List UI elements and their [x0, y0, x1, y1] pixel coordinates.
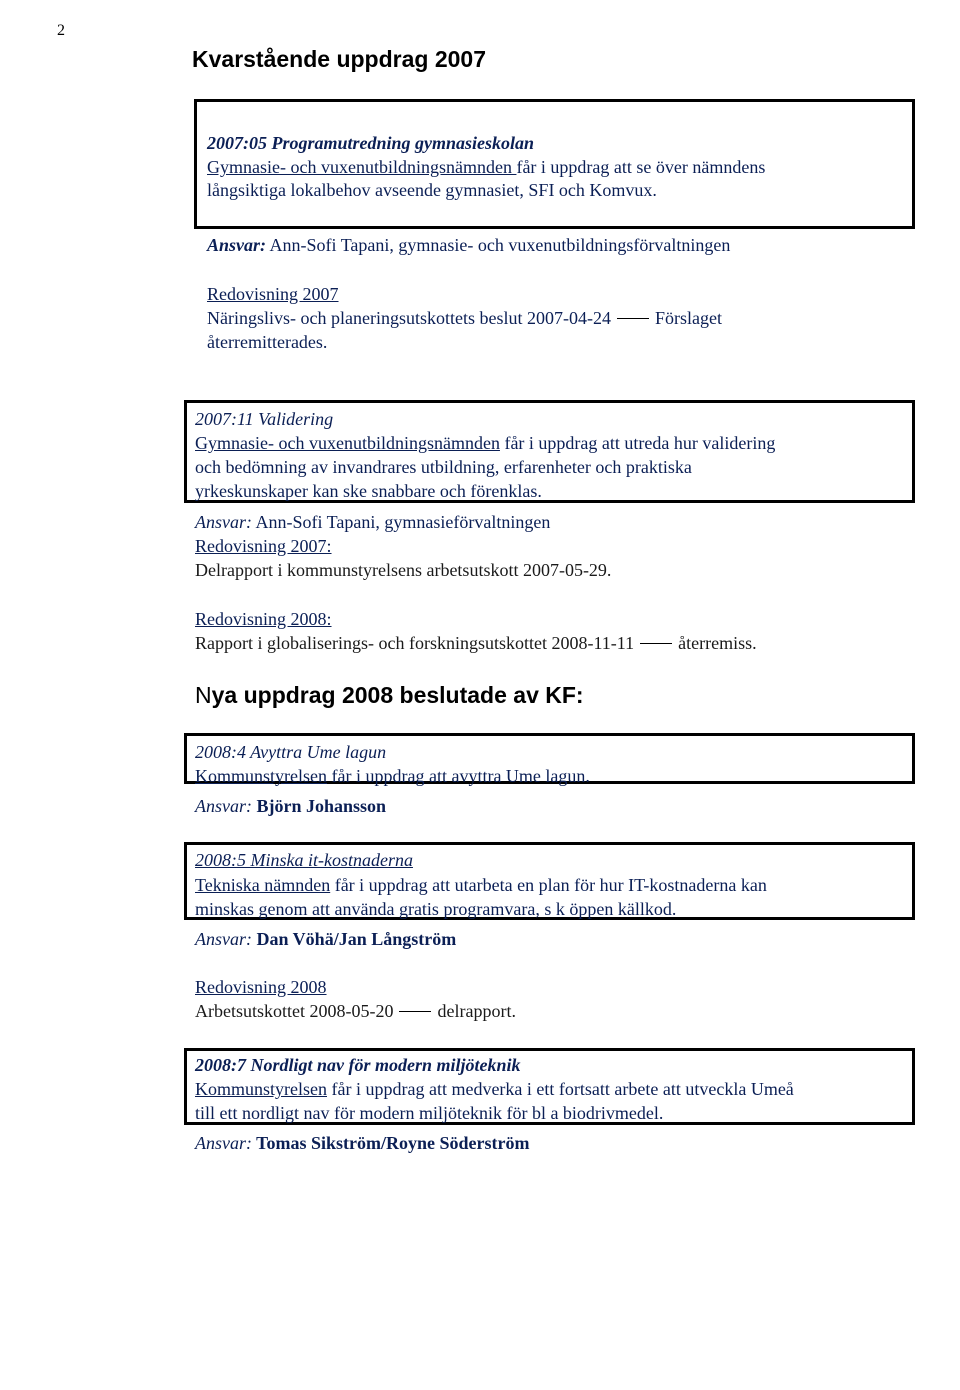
item2-redovisning2-end: återremiss.: [678, 633, 757, 653]
item2-body-line3: yrkeskunskaper kan ske snabbare och förenklas.: [195, 481, 542, 501]
item1-body-underlined: Gymnasie- och vuxenutbildningsnämnden: [207, 157, 517, 177]
heading-nya-uppdrag: [195, 682, 584, 709]
item1-redovisning-text: Näringslivs- och planeringsutskottets beslut 2007-04-24: [207, 308, 611, 328]
item4-redovisning-text: Arbetsutskottet 2008-05-20: [195, 1001, 394, 1021]
item4-redovisning-label: Redovisning 2008: [195, 977, 327, 997]
item1-body-line2: långsiktiga lokalbehov avseende gymnasiet, SFI och Komvux.: [207, 180, 657, 200]
item4-body-rest: får i uppdrag att utarbeta en plan för hur IT-kostnaderna kan: [330, 875, 767, 895]
item2-redovisning2-line: [195, 631, 757, 655]
item5-ansvar-value: Tomas Sikström/Royne Söderström: [252, 1133, 530, 1153]
heading-nya-first-letter: N: [195, 682, 212, 708]
item2-redovisning2-label: Redovisning 2008:: [195, 609, 332, 629]
item5-ansvar: [195, 1131, 530, 1155]
item1-redovisning-line1: [207, 306, 722, 330]
heading-nya-rest: ya uppdrag 2008 beslutade av KF:: [211, 682, 584, 708]
item3-title: 2008:4 Avyttra Ume lagun: [195, 742, 387, 762]
item4-ansvar-label: Ansvar:: [195, 929, 252, 949]
item2-redovisning1-text: Delrapport i kommunstyrelsens arbetsutskott 2007-05-29.: [195, 560, 612, 580]
item5-title: 2008:7 Nordligt nav för modern miljöteknik: [195, 1055, 521, 1075]
item1-body-line1: [207, 155, 765, 179]
item3-ansvar-value: Björn Johansson: [252, 796, 387, 816]
item5-body-line2: till ett nordligt nav för modern miljöteknik för bl a biodrivmedel.: [195, 1103, 664, 1123]
item1-ansvar-label: Ansvar:: [207, 235, 267, 255]
item3-ansvar: [195, 794, 386, 818]
item3-ansvar-label: Ansvar:: [195, 796, 252, 816]
item5-body-line1: [195, 1077, 794, 1101]
item1-title: 2007:05 Programutredning gymnasieskolan: [207, 133, 535, 153]
item2-body-underlined: Gymnasie- och vuxenutbildningsnämnden: [195, 433, 500, 453]
item1-redovisning-label: Redovisning 2007: [207, 284, 339, 304]
item4-ansvar: [195, 927, 456, 951]
dash-divider: [617, 318, 649, 319]
item3-body: [195, 764, 590, 788]
item1-redovisning-line2: återremitterades.: [207, 332, 328, 352]
item2-redovisning2-text: Rapport i globaliserings- och forskningsutskottet 2008-11-11: [195, 633, 635, 653]
item3-body-underlined: Kommunstyrelsen: [195, 766, 327, 786]
item2-body-line1: [195, 431, 775, 455]
item2-ansvar: [195, 510, 550, 534]
item4-ansvar-value: Dan Vöhä/Jan Långström: [252, 929, 457, 949]
item2-body-line2: och bedömning av invandrares utbildning, erfarenheter och praktiska: [195, 457, 692, 477]
item2-title: 2007:11 Validering: [195, 409, 334, 429]
item2-ansvar-label: Ansvar:: [195, 512, 252, 532]
item3-body-rest: får i uppdrag att avyttra Ume lagun.: [327, 766, 590, 786]
dash-divider: [640, 643, 672, 644]
page-number: 2: [57, 22, 65, 39]
item4-body-line2: minskas genom att använda gratis programvara, s k öppen källkod.: [195, 899, 677, 919]
item1-redovisning-end: Förslaget: [654, 308, 722, 328]
item5-ansvar-label: Ansvar:: [195, 1133, 252, 1153]
item5-body-underlined: Kommunstyrelsen: [195, 1079, 327, 1099]
item4-redovisning-end: delrapport.: [437, 1001, 516, 1021]
item2-redovisning1-label: Redovisning 2007:: [195, 536, 332, 556]
item4-title: 2008:5 Minska it-kostnaderna: [195, 850, 413, 870]
item2-body-rest: får i uppdrag att utreda hur validering: [499, 433, 776, 453]
item1-ansvar-value: Ann-Sofi Tapani, gymnasie- och vuxenutbildningsförvaltningen: [266, 235, 731, 255]
item5-body-rest: får i uppdrag att medverka i ett fortsatt arbete att utveckla Umeå: [327, 1079, 794, 1099]
item4-body-underlined: Tekniska nämnden: [195, 875, 331, 895]
item4-redovisning-line: [195, 999, 516, 1023]
item1-ansvar: [207, 233, 730, 257]
item4-body-line1: [195, 873, 767, 897]
item1-body-rest: får i uppdrag att se över nämndens: [516, 157, 766, 177]
dash-divider: [399, 1011, 431, 1012]
heading-kvarstaende: Kvarstående uppdrag 2007: [192, 46, 487, 72]
item2-ansvar-value: Ann-Sofi Tapani, gymnasieförvaltningen: [252, 512, 551, 532]
